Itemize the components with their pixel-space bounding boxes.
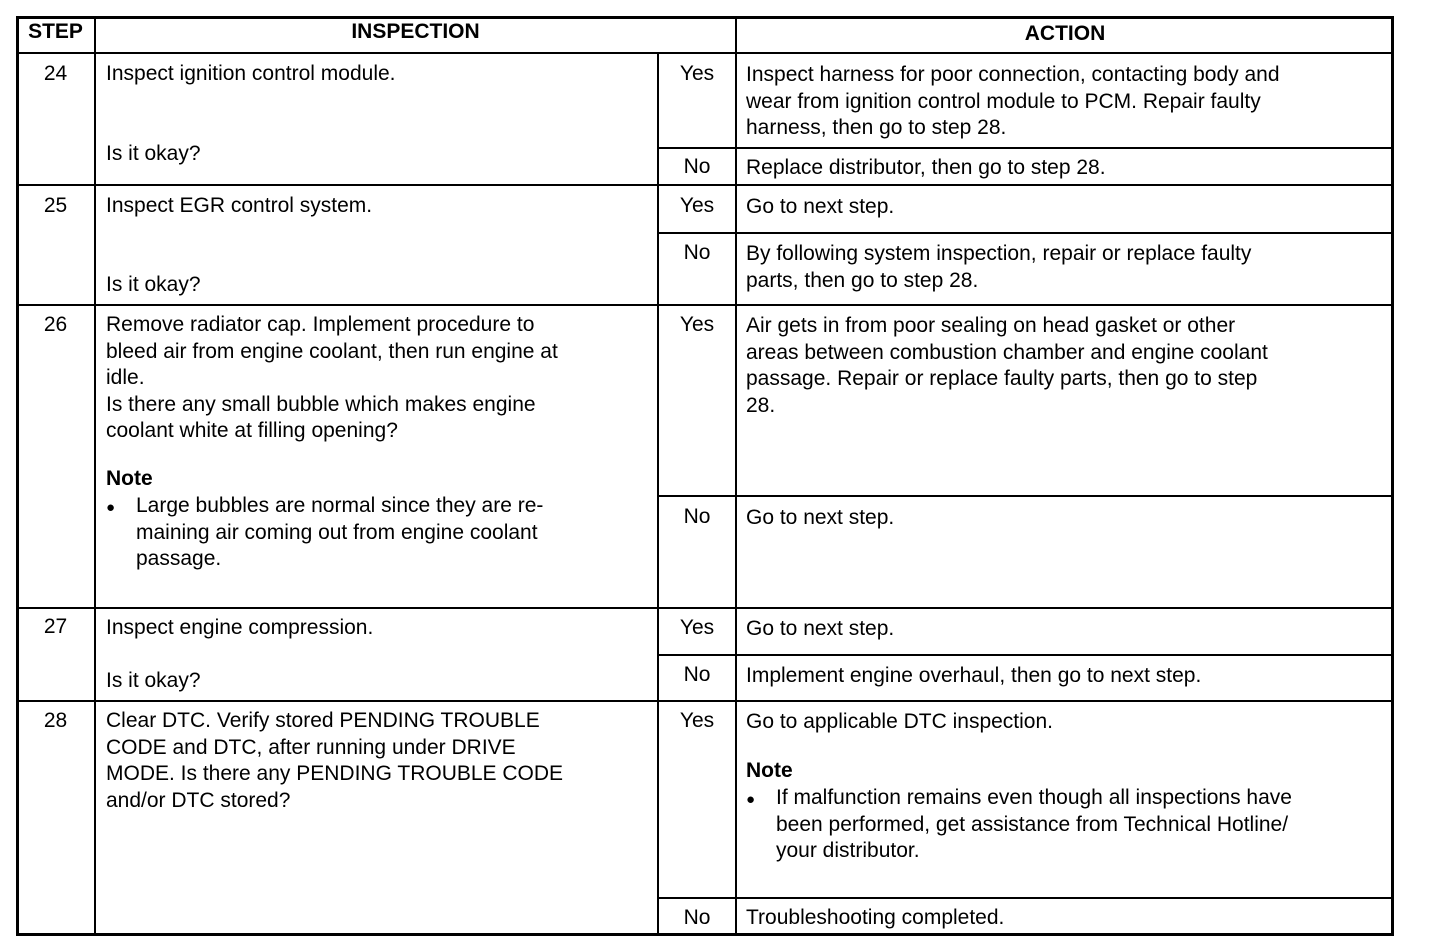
yesno-rule-25 (657, 232, 1393, 234)
text-line: wear from ignition control module to PCM. Repair faulty (746, 89, 1261, 113)
text-line: Go to next step. (746, 617, 895, 640)
text-line: MODE. Is there any PENDING TROUBLE CODE (106, 762, 564, 785)
text-line: parts, then go to step 28. (746, 268, 979, 292)
step-number: 26 (43, 313, 68, 336)
text-line: passage. (136, 547, 222, 570)
text-line: Large bubbles are normal since they are re- (136, 494, 544, 517)
no-action (746, 241, 1251, 294)
note-title: Note (746, 759, 793, 782)
no-label: No (683, 241, 711, 264)
yes-action (746, 709, 1053, 736)
yes-action (746, 313, 1268, 419)
text-line: Remove radiator cap. Implement procedure to (106, 313, 535, 336)
no-action (746, 505, 894, 532)
inspection-question: Is it okay? (106, 273, 201, 296)
text-line: Inspect harness for poor connection, contacting body and (746, 63, 1280, 86)
no-label: No (683, 505, 711, 528)
row-rule-24 (17, 184, 1393, 186)
text-line: Clear DTC. Verify stored PENDING TROUBLE (106, 709, 540, 732)
inspection-text (106, 193, 372, 220)
row-rule-27 (17, 700, 1393, 702)
step-number: 27 (43, 615, 68, 638)
text-line: Inspect engine compression. (106, 616, 374, 639)
header-bottom-rule (17, 52, 1393, 54)
inspection-question: Is it okay? (106, 142, 201, 165)
note-text (776, 785, 1292, 865)
yesno-rule-26 (657, 495, 1393, 497)
step-number: 24 (43, 62, 68, 85)
text-line: harness, then go to step 28. (746, 116, 1007, 139)
bullet-icon: ● (746, 791, 756, 808)
yes-label: Yes (679, 62, 715, 85)
inspection-text (106, 615, 373, 642)
text-line: Inspect ignition control module. (106, 62, 396, 85)
text-line: and/or DTC stored? (106, 788, 291, 812)
note-title: Note (106, 467, 153, 490)
no-action (746, 905, 1004, 932)
text-line: Troubleshooting completed. (746, 906, 1005, 929)
header-step: STEP (28, 20, 83, 43)
text-line: Is there any small bubble which makes engine (106, 392, 536, 416)
inspection-question: Is it okay? (106, 669, 201, 692)
text-line: been performed, get assistance from Technical Hotline/ (776, 812, 1289, 836)
yes-label: Yes (679, 313, 715, 336)
yes-label: Yes (679, 709, 715, 732)
text-line: Go to applicable DTC inspection. (746, 710, 1053, 733)
no-action (746, 663, 1201, 690)
note-text (136, 493, 543, 573)
text-line: passage. Repair or replace faulty parts, then go to step (746, 367, 1258, 390)
no-label: No (683, 155, 711, 178)
text-line: CODE and DTC, after running under DRIVE (106, 735, 516, 759)
text-line: coolant white at filling opening? (106, 419, 398, 442)
row-rule-26 (17, 607, 1393, 609)
text-line: Replace distributor, then go to step 28. (746, 156, 1106, 179)
yes-action (746, 194, 894, 221)
text-line: your distributor. (776, 839, 920, 862)
text-line: Go to next step. (746, 506, 895, 529)
yes-action (746, 62, 1280, 142)
no-label: No (683, 906, 711, 929)
text-line: 28. (746, 393, 776, 417)
text-line: idle. (106, 366, 145, 389)
step-number: 25 (43, 194, 68, 217)
bullet-icon: ● (106, 499, 116, 516)
text-line: Air gets in from poor sealing on head gasket or other (746, 314, 1236, 337)
no-action (746, 155, 1106, 182)
yesno-rule-28 (657, 897, 1393, 899)
yes-label: Yes (679, 194, 715, 217)
row-rule-25 (17, 304, 1393, 306)
text-line: areas between combustion chamber and engine coolant (746, 340, 1268, 364)
yes-label: Yes (679, 616, 715, 639)
yesno-rule-27 (657, 654, 1393, 656)
step-number: 28 (43, 709, 68, 732)
inspection-text (106, 61, 396, 88)
no-label: No (683, 663, 711, 686)
text-line: Inspect EGR control system. (106, 194, 373, 217)
col-divider-step (94, 17, 96, 934)
col-divider-inspection (735, 17, 737, 934)
inspection-text (106, 708, 563, 814)
text-line: By following system inspection, repair or replace faulty (746, 242, 1252, 265)
header-action: ACTION (1024, 22, 1106, 45)
text-line: If malfunction remains even though all inspections have (776, 786, 1292, 809)
text-line: Go to next step. (746, 195, 895, 218)
text-line: maining air coming out from engine coolant (136, 520, 538, 544)
text-line: Implement engine overhaul, then go to next step. (746, 664, 1202, 687)
yesno-rule-24 (657, 147, 1393, 149)
yes-action (746, 616, 894, 643)
inspection-text (106, 312, 558, 445)
text-line: bleed air from engine coolant, then run engine at (106, 339, 558, 363)
header-inspection: INSPECTION (351, 20, 480, 43)
